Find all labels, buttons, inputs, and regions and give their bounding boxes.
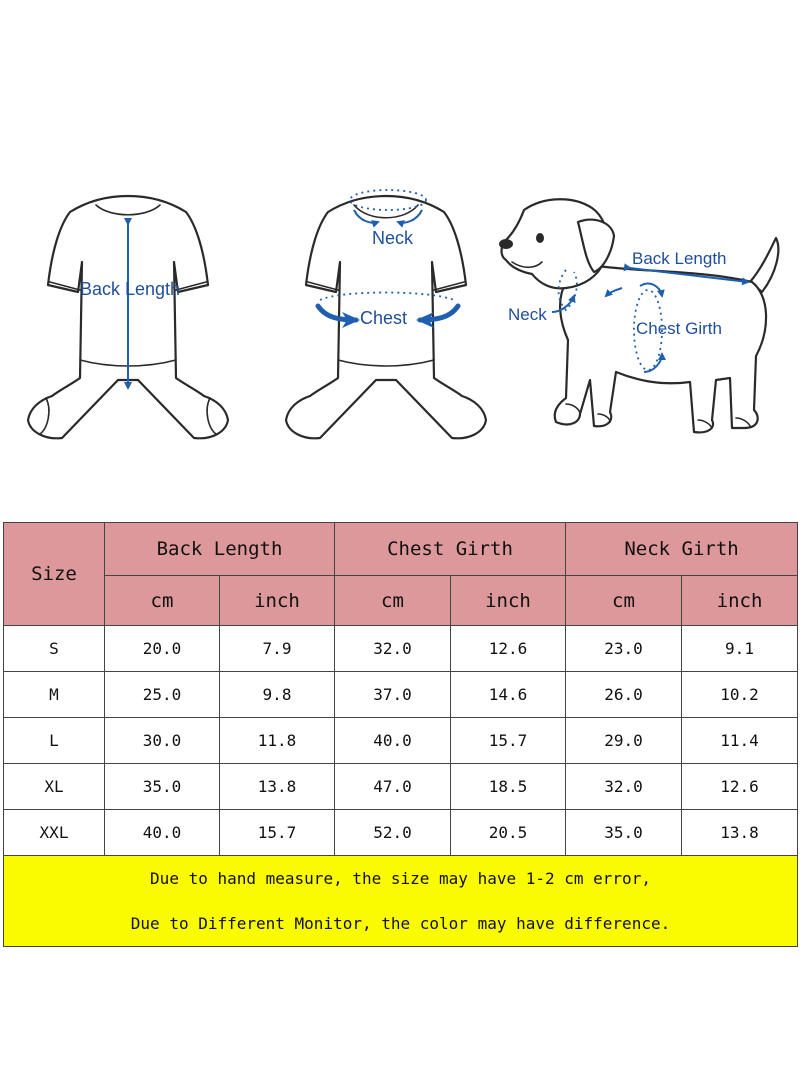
dog-illustration — [499, 199, 778, 432]
value-cell: 11.4 — [682, 718, 798, 764]
value-cell: 35.0 — [105, 764, 220, 810]
notice-cell — [4, 856, 798, 947]
notice-row — [4, 856, 798, 947]
size-cell: S — [4, 626, 105, 672]
table-row — [4, 764, 798, 810]
unit-header: cm — [335, 576, 451, 626]
value-cell: 26.0 — [566, 672, 682, 718]
garment-neck-label: Neck — [372, 228, 414, 248]
value-cell: 32.0 — [566, 764, 682, 810]
value-cell: 32.0 — [335, 626, 451, 672]
value-cell: 40.0 — [335, 718, 451, 764]
dog-back-length-label: Back Length — [632, 249, 727, 268]
notice-line-2: Due to Different Monitor, the color may have difference. — [130, 914, 671, 933]
value-cell: 37.0 — [335, 672, 451, 718]
table-row — [4, 810, 798, 856]
dog-chest-girth-label: Chest Girth — [636, 319, 722, 338]
unit-header: inch — [451, 576, 566, 626]
value-cell: 7.9 — [220, 626, 335, 672]
unit-header: inch — [682, 576, 798, 626]
value-cell: 29.0 — [566, 718, 682, 764]
value-cell: 20.5 — [451, 810, 566, 856]
value-cell: 25.0 — [105, 672, 220, 718]
neck-girth-header: Neck Girth — [566, 523, 798, 576]
value-cell: 13.8 — [220, 764, 335, 810]
size-cell: L — [4, 718, 105, 764]
unit-header: cm — [105, 576, 220, 626]
size-cell: XXL — [4, 810, 105, 856]
value-cell: 23.0 — [566, 626, 682, 672]
value-cell: 52.0 — [335, 810, 451, 856]
value-cell: 18.5 — [451, 764, 566, 810]
value-cell: 12.6 — [682, 764, 798, 810]
value-cell: 20.0 — [105, 626, 220, 672]
garment-back-illustration — [28, 196, 228, 438]
table-row — [4, 718, 798, 764]
back-length-header: Back Length — [105, 523, 335, 576]
value-cell: 12.6 — [451, 626, 566, 672]
dog-neck-label: Neck — [508, 305, 547, 324]
value-cell: 10.2 — [682, 672, 798, 718]
notice-line-1: Due to hand measure, the size may have 1-2 cm error, — [150, 869, 651, 888]
table-row — [4, 626, 798, 672]
value-cell: 14.6 — [451, 672, 566, 718]
table-row — [4, 672, 798, 718]
size-header: Size — [4, 523, 105, 626]
value-cell: 47.0 — [335, 764, 451, 810]
unit-header: cm — [566, 576, 682, 626]
value-cell: 40.0 — [105, 810, 220, 856]
measurement-diagram — [0, 0, 800, 500]
size-cell: M — [4, 672, 105, 718]
value-cell: 9.8 — [220, 672, 335, 718]
value-cell: 9.1 — [682, 626, 798, 672]
size-chart-table — [3, 522, 798, 947]
value-cell: 15.7 — [220, 810, 335, 856]
size-cell: XL — [4, 764, 105, 810]
value-cell: 30.0 — [105, 718, 220, 764]
value-cell: 13.8 — [682, 810, 798, 856]
value-cell: 11.8 — [220, 718, 335, 764]
garment-chest-label: Chest — [360, 308, 408, 328]
value-cell: 15.7 — [451, 718, 566, 764]
unit-header: inch — [220, 576, 335, 626]
value-cell: 35.0 — [566, 810, 682, 856]
garment-front-illustration — [286, 190, 486, 438]
garment-back-length-label: Back Length — [80, 279, 181, 299]
chest-girth-header: Chest Girth — [335, 523, 566, 576]
